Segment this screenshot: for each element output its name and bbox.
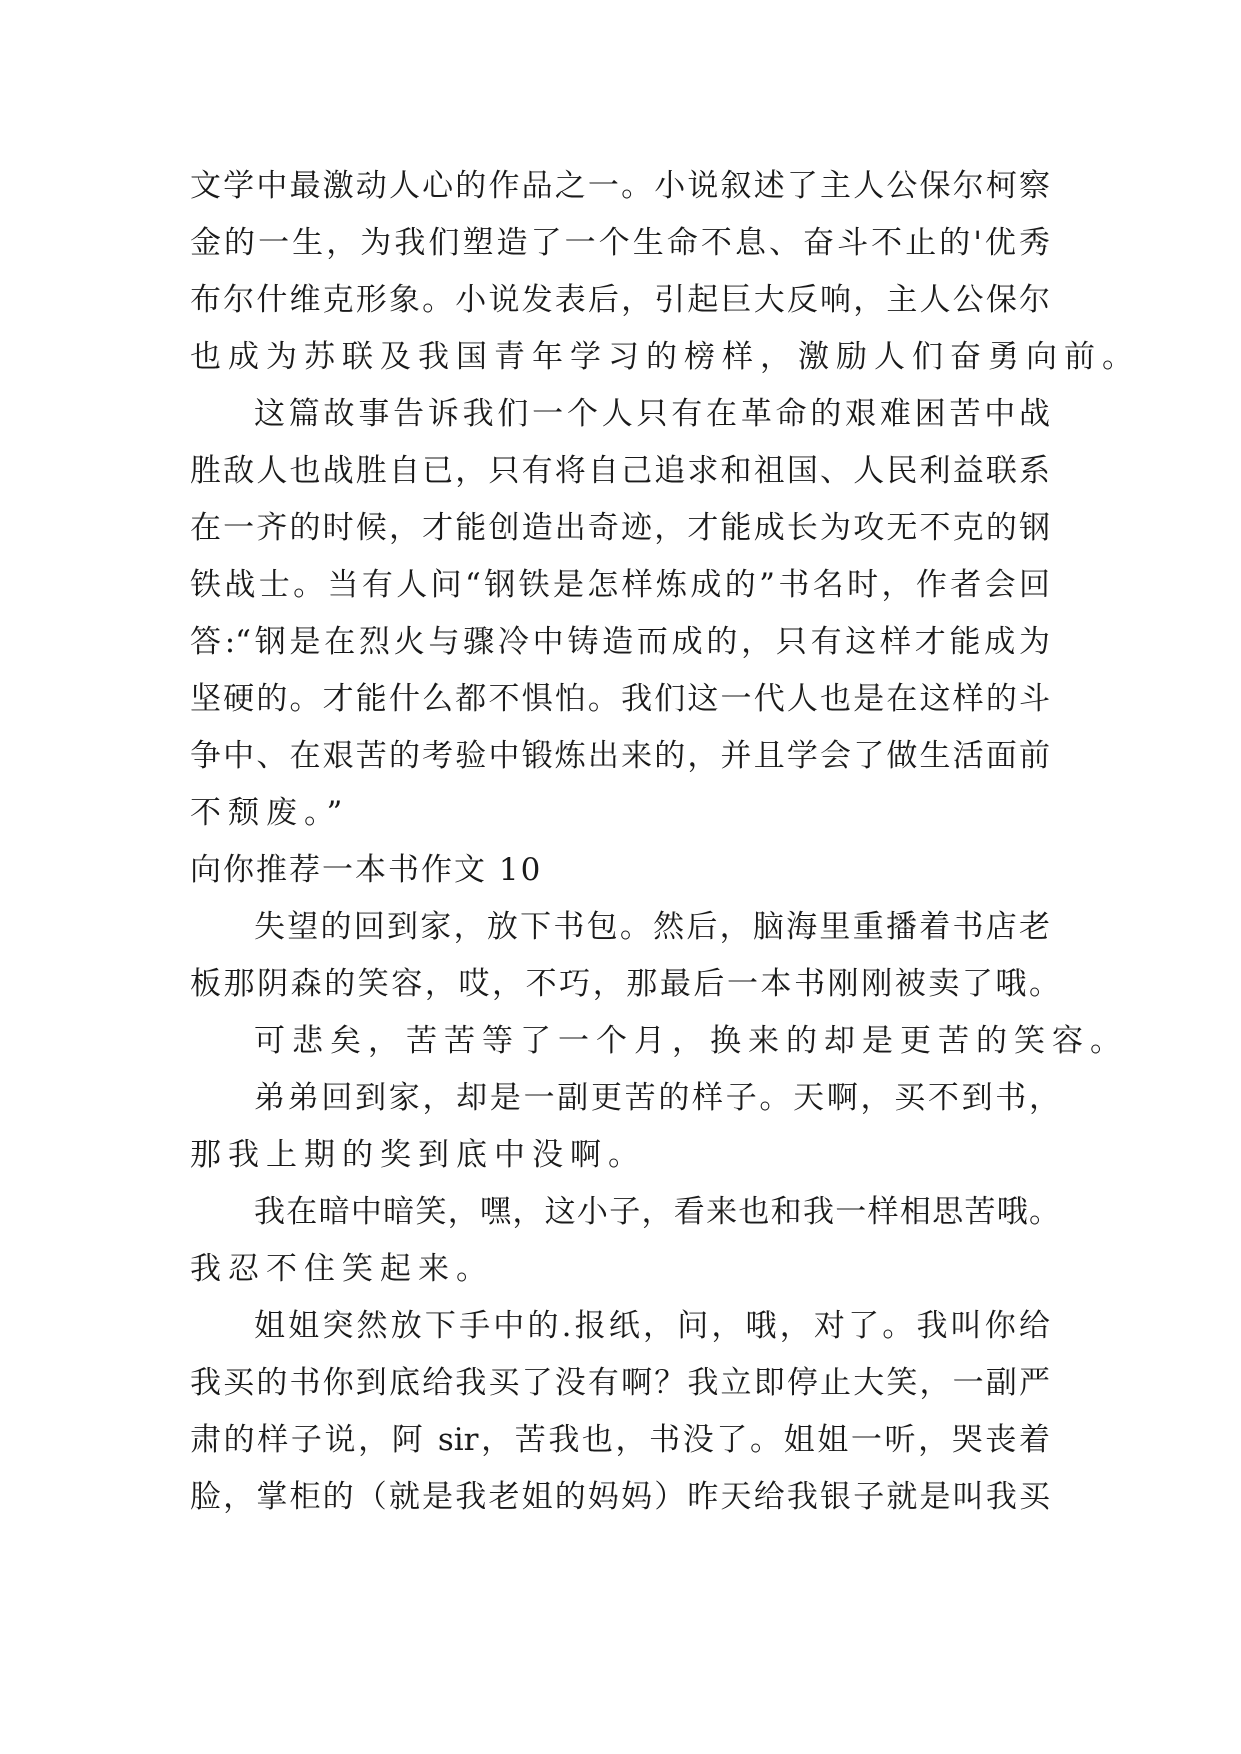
- paragraph-line: 那我上期的奖到底中没啊。: [190, 1137, 646, 1173]
- section-heading: 向你推荐一本书作文 10: [190, 852, 543, 888]
- paragraph-line: 答:“钢是在烈火与骤冷中铸造而成的，只有这样才能成为: [190, 624, 1050, 660]
- paragraph-first-line: 这篇故事告诉我们一个人只有在革命的艰难困苦中战: [254, 396, 1050, 432]
- paragraph-line: 在一齐的时候，才能创造出奇迹，才能成长为攻无不克的钢: [190, 510, 1050, 546]
- paragraph-line: 脸，掌柜的（就是我老姐的妈妈）昨天给我银子就是叫我买: [190, 1479, 1050, 1515]
- paragraph-line: 我忍不住笑起来。: [190, 1251, 494, 1287]
- paragraph-line: 文学中最激动人心的作品之一。小说叙述了主人公保尔柯察: [190, 168, 1050, 204]
- paragraph-line: 争中、在艰苦的考验中锻炼出来的，并且学会了做生活面前: [190, 738, 1050, 774]
- paragraph-line: 坚硬的。才能什么都不惧怕。我们这一代人也是在这样的斗: [190, 681, 1050, 717]
- paragraph-first-line: 弟弟回到家，却是一副更苦的样子。天啊，买不到书，: [254, 1080, 1060, 1116]
- paragraph-line: 板那阴森的笑容，哎，不巧，那最后一本书刚刚被卖了哦。: [190, 966, 1060, 1002]
- paragraph-first-line: 我在暗中暗笑，嘿，这小子，看来也和我一样相思苦哦。: [254, 1194, 1060, 1230]
- paragraph-line: 金的一生，为我们塑造了一个生命不息、奋斗不止的'优秀: [190, 225, 1050, 261]
- paragraph-first-line: 可悲矣，苦苦等了一个月，换来的却是更苦的笑容。: [254, 1023, 1128, 1059]
- paragraph-line: 铁战士。当有人问“钢铁是怎样炼成的”书名时，作者会回: [190, 567, 1050, 603]
- paragraph-line: 不颓废。”: [190, 795, 350, 831]
- paragraph-line: 肃的样子说，阿 sir，苦我也，书没了。姐姐一听，哭丧着: [190, 1422, 1050, 1458]
- paragraph-line: 布尔什维克形象。小说发表后，引起巨大反响，主人公保尔: [190, 282, 1050, 318]
- paragraph-line: 胜敌人也战胜自已，只有将自己追求和祖国、人民利益联系: [190, 453, 1050, 489]
- paragraph-first-line: 失望的回到家，放下书包。然后，脑海里重播着书店老: [254, 909, 1050, 945]
- paragraph-first-line: 姐姐突然放下手中的.报纸，问，哦，对了。我叫你给: [254, 1308, 1050, 1344]
- paragraph-line: 我买的书你到底给我买了没有啊？我立即停止大笑，一副严: [190, 1365, 1050, 1401]
- paragraph-line: 也成为苏联及我国青年学习的榜样，激励人们奋勇向前。: [190, 339, 1140, 375]
